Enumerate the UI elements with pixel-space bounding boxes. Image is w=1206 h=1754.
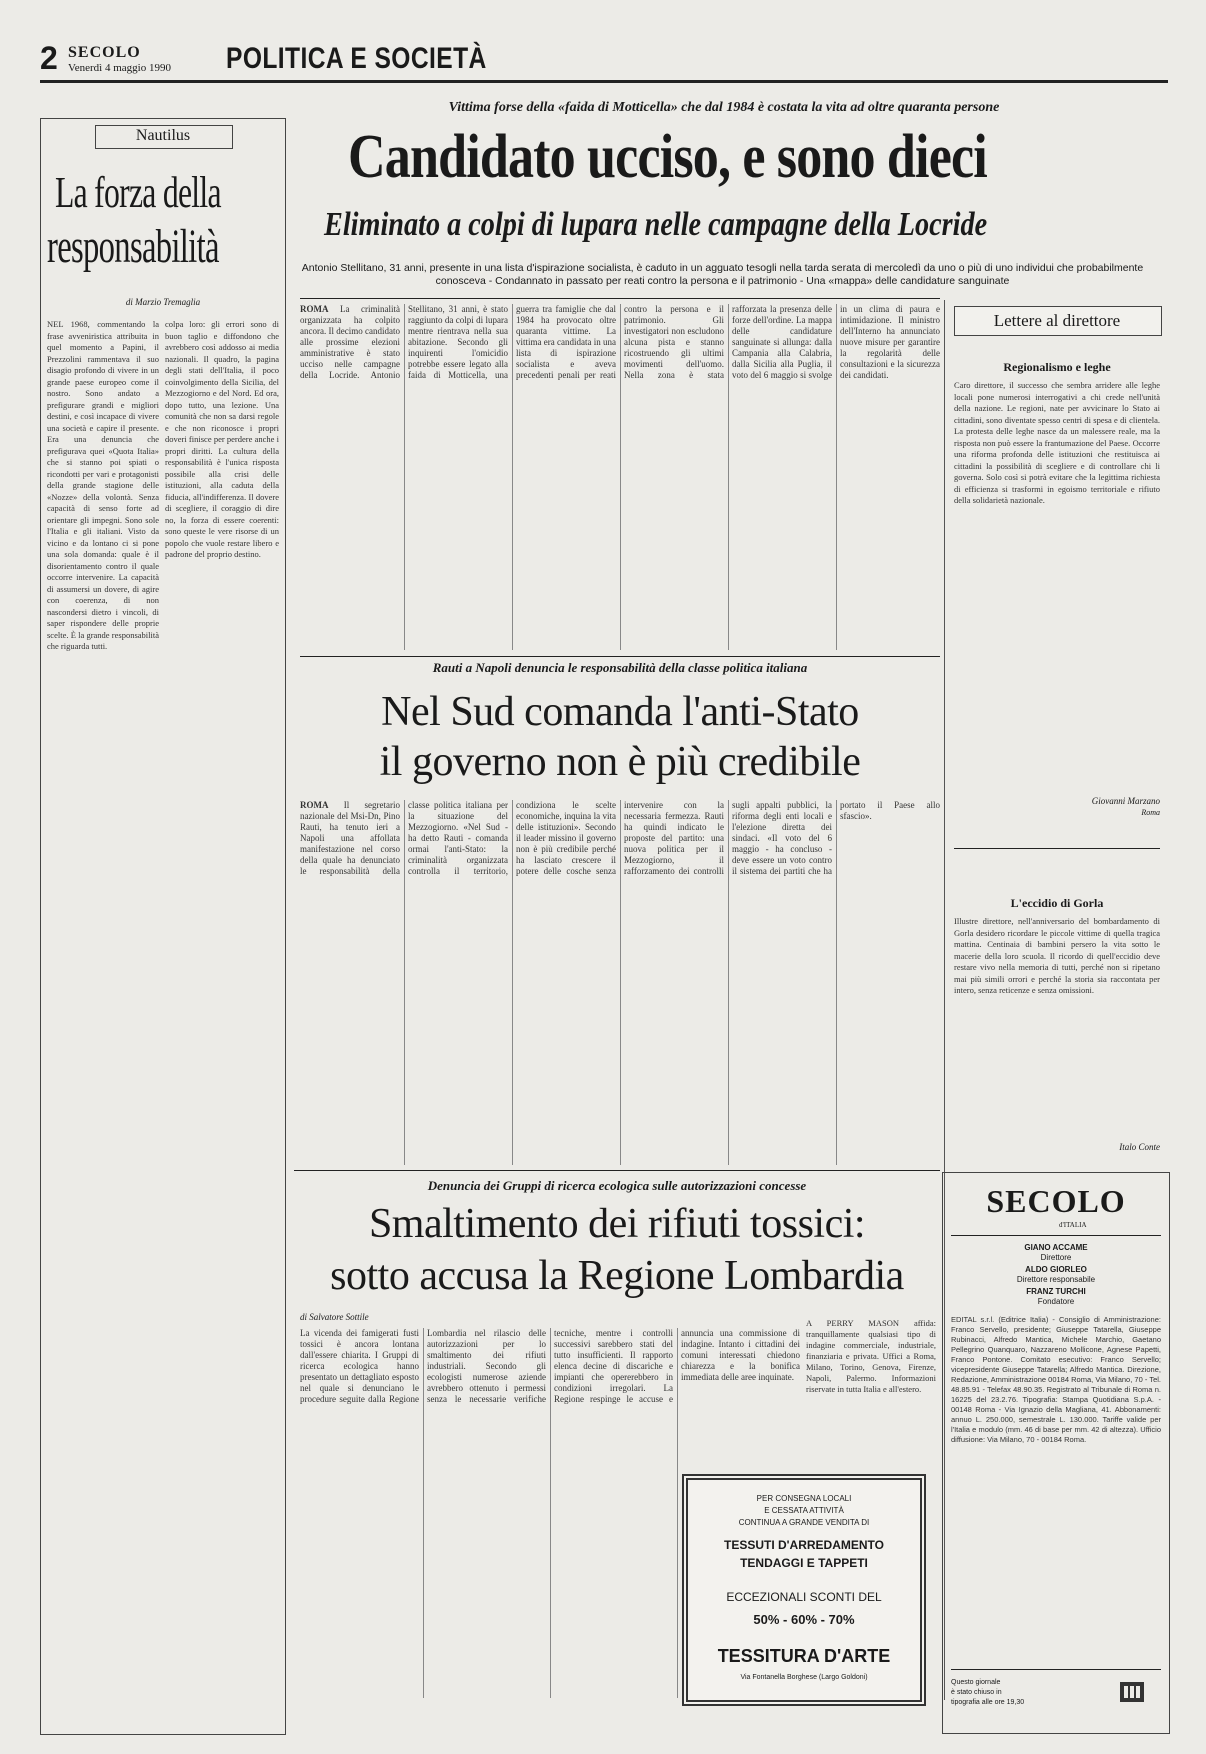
rauti-headline-line2: il governo non è più credibile [379,739,861,785]
colophon-editor-name: GIANO ACCAME [1024,1243,1088,1252]
main-body-text: La criminalità organizzata ha colpito ancora. Il decimo candidato alle prossime elezioni amministrative è stato ucciso nelle campagne della Locride. Antonio Stellitano, 31 anni, è stato raggiunto da colpi di lupara mentre rientrava nella sua abitazione. Secondo gli inquirenti l'omicidio potrebbe essere legato alla faida di Motticella, una guerra tra famiglie che dal 1984 ha provocato oltre quaranta vittime. La vittima era candidata in una lista di ispirazione socialista e aveva precedenti penali per reati contro la persona e il patrimonio. Gli investigatori non escludono alcuna pista e stanno ricostruendo gli ultimi movimenti dell'uomo. Nella zona è stata rafforzata la presenza delle forze dell'ordine. La mappa delle candidature sanguinate si allunga: dalla Campania alla Calabria, dalla Sicilia alla Puglia, il voto del 6 maggio si svolge in un clima di paura e intimidazione. Il ministro dell'Interno ha annunciato nuove misure per garantire la regolarità delle consultazioni e la sicurezza dei candidati. [300,304,940,380]
masthead-paper: SECOLO [68,44,141,61]
tessitura-ad [682,1474,926,1706]
nautilus-author: di Marzio Tremaglia [125,297,201,307]
colophon-footer-line3: tipografia alle ore 19,30 [951,1699,1025,1706]
ad-line5: TENDAGGI E TAPPETI [740,1556,868,1570]
nautilus-title-line2: responsabilità [47,220,219,273]
ad-line4: TESSUTI D'ARREDAMENTO [724,1538,884,1552]
ad-line1: PER CONSEGNA LOCALI [756,1494,852,1503]
main-headline: Candidato ucciso, e sono dieci [348,123,987,191]
main-summary: Antonio Stellitano, 31 anni, presente in una lista d'ispirazione socialista, è caduto in un agguato tesogli nella tarda serata di mercoledì da uno o più di uno individui che probabilmente conosceva - Condannato in passato per reati contro la persona e il patrimonio - Una «mappa» delle candidature sanguinate [301,262,1144,287]
colophon-resp-name: ALDO GIORLEO [1025,1265,1087,1274]
rauti-body-text: Il segretario nazionale del Msi-Dn, Pino Rauti, ha tenuto ieri a Napoli una affollata manifestazione nel corso della quale ha denunciato le responsabilità della classe politica italiana per la situazione del Mezzogiorno. «Nel Sud - ha detto Rauti - comanda ormai l'anti-Stato: la criminalità organizzata controlla il territorio, condiziona le scelte economiche, inquina la vita delle istituzioni». Secondo il leader missino il governo non è più credibile perché ha lasciato crescere il potere delle cosche senza intervenire con la necessaria fermezza. Rauti ha quindi indicato le proposte del partito: una nuova politica per il Mezzogiorno, il rafforzamento dei controlli sugli appalti pubblici, la riforma degli enti locali e l'elezione diretta dei sindaci. «Il voto del 6 maggio - ha concluso - deve essere un voto contro il sistema dei partiti che ha portato il Paese allo sfascio». [300,800,940,876]
colophon-body: EDITAL s.r.l. (Editrice Italia) - Consiglio di Amministrazione: Franco Servello, presidente; Giuseppe Tatarella, Giuseppe Rubinacci, Alfredo Mantica, Michele Marchio, Gaetano Pellegrino Quanquaro, Nazzareno Mollicone, Agnese Papetti, Franco Pontone. Comitato esecutivo: Franco Servello; vicepresidente Giuseppe Tatarella; Alfredo Mantica. Direzione, Redazione, Amministrazione 00184 Roma, Via Milano, 70 - Tel. 48.85.91 - Telefax 48.90.35. Registrato al Tribunale di Roma n. 16225 del 23.2.76. Tipografia: Stampa Quotidiana S.p.A. - 00148 Roma - Via Ignazio della Magliana, 41. Abbonamenti: annuo L. 250.000, semestrale L. 130.000. Tariffe valide per l'Italia e modulo (mm. 46 di base per mm. 42 di altezza). Ufficio diffusione: Via Milano, 70 - 00184 Roma. [951,1315,1161,1444]
colophon-footer-line2: è stato chiuso in [951,1689,1002,1696]
rifiuti-headline-line2: sotto accusa la Regione Lombardia [330,1253,904,1299]
colophon-box [942,1172,1170,1734]
ad-line3: CONTINUA A GRANDE VENDITA DI [738,1518,870,1527]
letter1-signature: Giovanni Marzano [1091,796,1160,806]
colophon-logo-rule [951,1235,1161,1236]
main-body [300,304,940,650]
nautilus-body-col1: NEL 1968, commentando la frase avveniristica attribuita in quel momento a Papini, il Prezzolini rammentava il suo disagio profondo di vivere in un grande paese europeo come il nostro. Sono andato a prefigurare grandi e migliori destini, e così incapace di vivere una società e capire il presente. Era una denuncia che prefigurava quei «Quota Italia» che si stanno poi spiati o ricondotti per vari e protagonisti della grande stagione delle «Nozze» della volontà. Senza capacità di senso forte ad orientare gli impegni. Sono sole l'Italia e gli italiani. Visto da vicino e da lontano ci si pone una sola domanda: quale è il disorientamento contro il quale occorre intervenire. La capacità di assumersi un dovere, di agire con coerenza, di non nascondersi dietro i vincoli, di saper rispondere delle proprie scelte. È la grande responsabilità che riguarda tutti. [47,319,159,651]
ad-line9: Via Fontanella Borghese (Largo Goldoni) [740,1674,868,1681]
rauti-kicker: Rauti a Napoli denuncia le responsabilità della classe politica italiana [432,660,808,675]
nautilus-title-line1: La forza della [55,168,221,217]
nautilus-rubric: Nautilus [135,127,191,144]
rauti-body [300,800,940,1165]
masthead [40,34,1168,84]
letter2-body: Illustre direttore, nell'anniversario del bombardamento di Gorla desidero ricordare le piccole vittime di quella tragica mattina. Centinaia di bambini persero la vita sotto le macerie della loro scuola. Il ricordo di quell'eccidio deve restare vivo nella memoria di tutti, perché non si ripetano mai più simili orrori e perché la storia sia raccontata per intero, senza reticenze e senza omissioni. [954,916,1160,995]
rifiuti-author: di Salvatore Sottile [300,1312,369,1322]
ad-line8: TESSITURA D'ARTE [717,1646,891,1666]
perry-mason-notice: A PERRY MASON affida: tranquillamente qualsiasi tipo di indagine commerciale, industriale, finanziaria e privata. Uffici a Roma, Milano, Torino, Genova, Firenze, Napoli, Palermo. Informazioni riservate in tutta Italia e all'estero. [806,1318,936,1394]
masthead-rule [40,80,1168,83]
rifiuti-body: La vicenda dei famigerati fusti tossici è ancora lontana dall'essere chiarita. I Gruppi di ricerca ecologica hanno presentato un dettagliato esposto nel quale si denunciano le procedure seguite dalla Regione Lombardia nel rilascio delle autorizzazioni per lo smaltimento dei rifiuti industriali. Secondo gli ecologisti numerose aziende avrebbero ottenuto i permessi senza le necessarie verifiche tecniche, mentre i controlli successivi sarebbero stati del tutto insufficienti. Il rapporto elenca decine di discariche e impianti che opererebbero in condizioni irregolari. La Regione respinge le accuse e annuncia una commissione di indagine. Intanto i cittadini dei comuni interessati chiedono chiarezza e la bonifica immediata delle aree inquinate. [300,1328,800,1404]
main-dateline: ROMA [300,304,329,314]
rauti-dateline: ROMA [300,800,329,810]
colophon-footer-rule [951,1669,1161,1670]
ad-line7: 50% - 60% - 70% [753,1612,855,1627]
letters-divider [954,848,1160,849]
rifiuti-headline-line1: Smaltimento dei rifiuti tossici: [368,1201,866,1247]
letter2-title: L'eccidio di Gorla [1010,896,1104,910]
main-subheadline: Eliminato a colpi di lupara nelle campagne della Locride [324,206,988,243]
colophon-logo-sub: d'ITALIA [1059,1221,1087,1229]
colophon-founder-name: FRANZ TURCHI [1026,1287,1086,1296]
colophon-logo: SECOLO [986,1183,1126,1219]
letter2-signature: Italo Conte [1119,1142,1160,1152]
colophon-founder-role: Fondatore [1037,1297,1075,1306]
nautilus-body-col2: colpa loro: gli errori sono di buon taglio e diffondono che avrebbero così addosso ai media nazionali. Il quadro, la pagina degli stati dell'Italia, il poco coinvolgimento della Sicilia, del Mezzogiorno e del Nord. Ed ora, dopo tutto, una lezione. Una comunità che non sa darsi regole e che non riconosce i propri doveri finisce per perdere anche i propri diritti. La cultura della responsabilità è l'unica risposta possibile alla crisi delle istituzioni, alla caduta della fiducia, all'indifferenza. Il dovere di scegliere, il coraggio di dire no, la forza di essere coerenti: sono queste le vere risorse di un popolo che vuole restare libero e padrone del proprio destino. [165,319,279,559]
letter1-place: Roma [1141,808,1160,817]
main-summary-rule [300,298,940,299]
rifiuti-top-rule [294,1170,940,1171]
main-kicker: Vittima forse della «faida di Motticella» che dal 1984 è costata la vita ad oltre quaranta persone [448,100,1000,115]
nautilus-box [40,118,286,1735]
colophon-editor-role: Direttore [1040,1253,1072,1262]
rifiuti-kicker: Denuncia dei Gruppi di ricerca ecologica sulle autorizzazioni concesse [427,1178,807,1193]
colophon-footer-line1: Questo giornale [951,1679,1001,1686]
letter1-body: Caro direttore, il successo che sembra arridere alle leghe locali pone numerosi interrogativi a chi crede nell'unità della nazione. Le regioni, nate per avvicinare lo Stato ai cittadini, sono diventate spesso centri di spesa e di clientela. La protesta delle leghe nasce da un malessere reale, ma la risposta non può essere la frantumazione del Paese. Occorre una riforma profonda delle istituzioni che restituisca ai cittadini la possibilità di scegliere e di controllare chi li governa. Solo così si potrà evitare che la legittima richiesta di efficienza si trasformi in egoismo territoriale e rifiuto della solidarietà nazionale. [954,380,1160,505]
masthead-date: Venerdì 4 maggio 1990 [68,62,171,74]
colophon-resp-role: Direttore responsabile [1016,1275,1096,1284]
letter1-title: Regionalismo e leghe [1003,360,1111,374]
rauti-headline-line1: Nel Sud comanda l'anti-Stato [381,689,859,735]
ad-line2: E CESSATA ATTIVITÀ [764,1506,844,1515]
letters-title: Lettere al direttore [993,311,1121,330]
page-number: 2 [40,40,58,76]
ad-line6: ECCEZIONALI SCONTI DEL [726,1590,882,1604]
rauti-top-rule [300,656,940,657]
union-label-icon [1119,1681,1145,1703]
section-title: POLITICA E SOCIETÀ [226,42,487,75]
